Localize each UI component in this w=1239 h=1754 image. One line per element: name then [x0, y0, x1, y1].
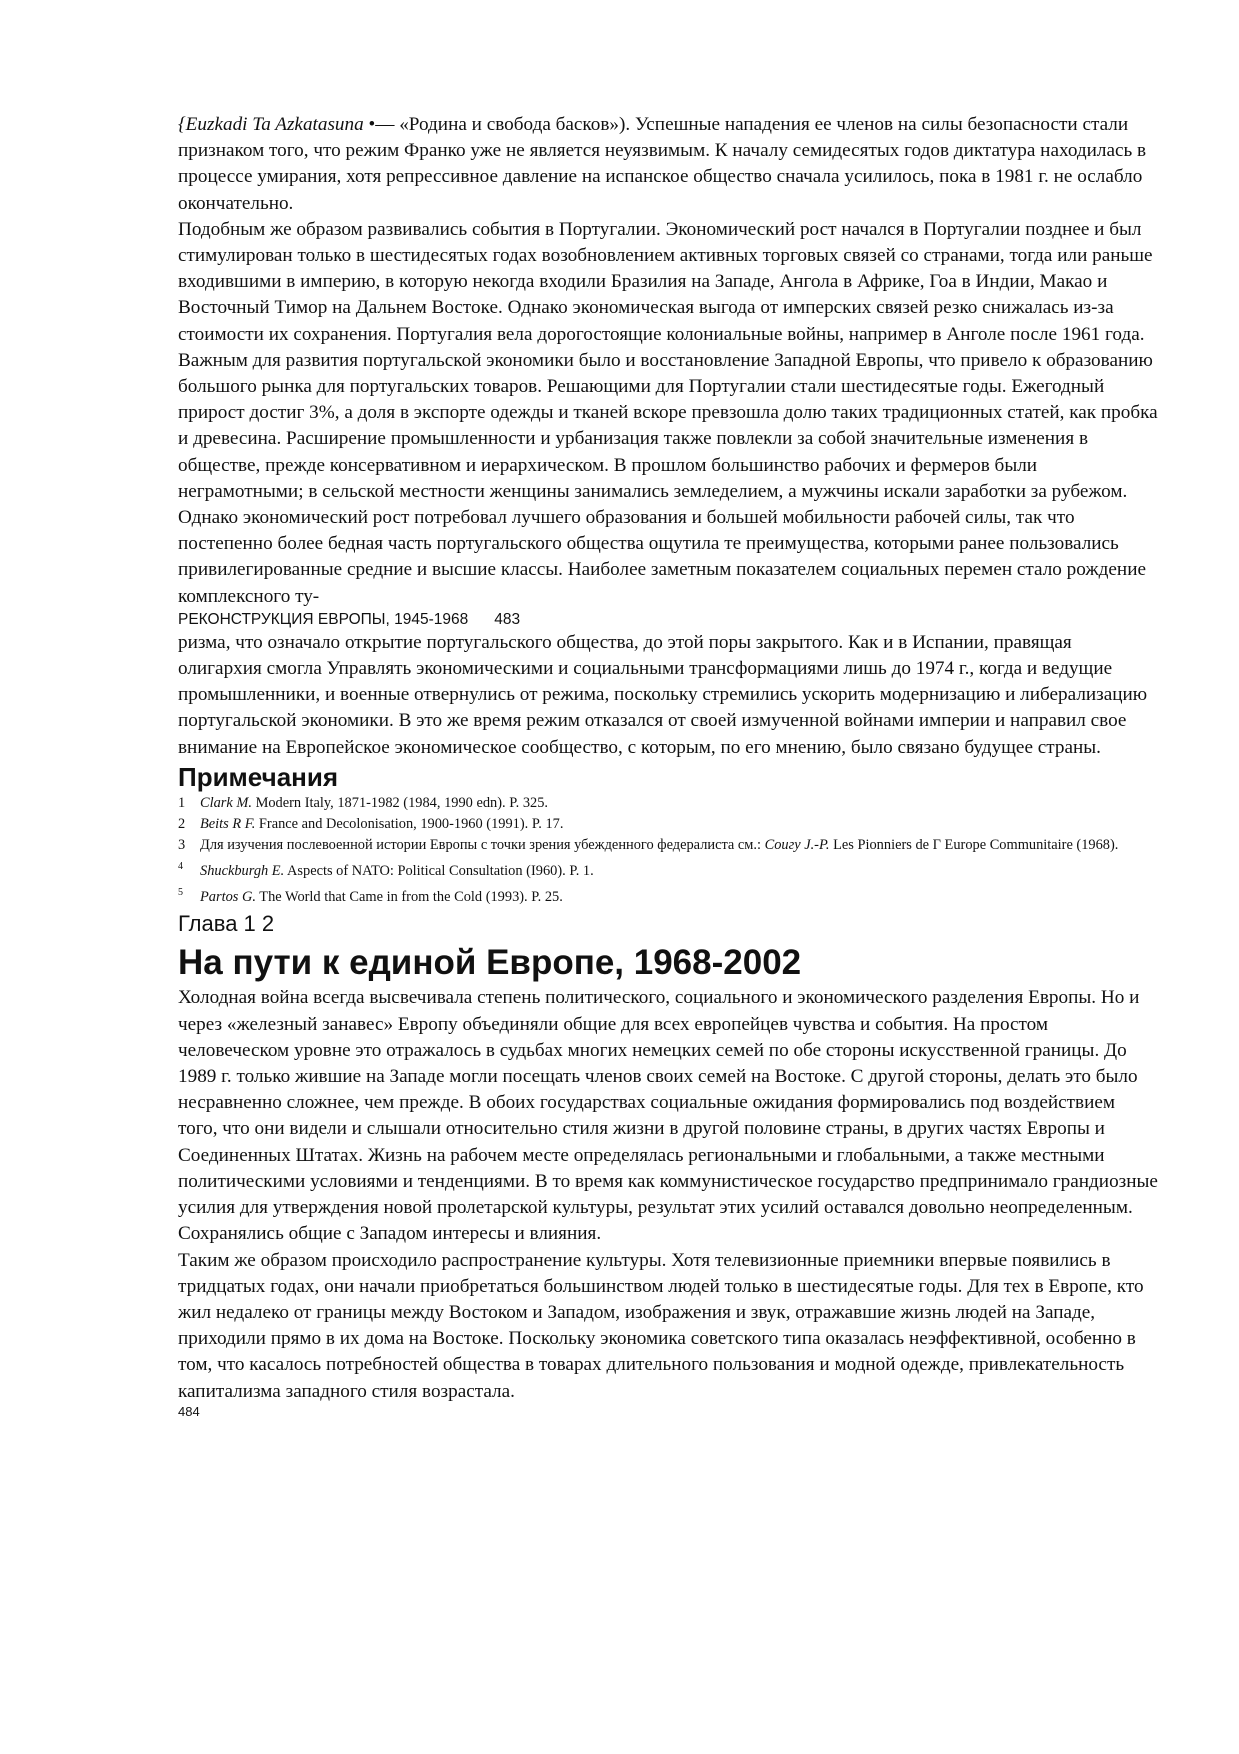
note-text: The World that Came in from the Cold (1993). P. 25. [255, 888, 563, 905]
running-header [178, 610, 1158, 630]
paragraph-culture: Таким же образом происходило распространение культуры. Хотя телевизионные приемники впервые появились в тридцатых годах, они начали приобретаться большинством людей только в шестидесятые годы. Для тех в Европе, кто жил недалеко от границы между Востоком и Западом, изображения и звук, отражавшие жизнь людей на Западе, приходили прямо в их дома на Востоке. Поскольку экономика советского типа оказалась неэффективной, особенно в том, что касалось потребностей общества в товарах длительного пользования и модной одежде, привлекательность капитализма западного стиля возрастала. [178, 1249, 1144, 1402]
chapter-title: На пути к единой Европе, 1968-2002 [178, 943, 802, 983]
document-page [178, 112, 1158, 1419]
note-number: 4 [178, 860, 183, 872]
note-number: 3 [178, 836, 186, 853]
paragraph-eta [178, 112, 1158, 217]
chapter-label: Глава 1 2 [178, 911, 275, 937]
note-author: Shuckburgh E. [200, 862, 285, 879]
note-text: Modern Italy, 1871-1982 (1984, 1990 edn). P. 325. [251, 794, 549, 811]
page-number: 484 [178, 1403, 200, 1419]
note-number: 2 [178, 815, 186, 832]
note-author: Clark M. [200, 794, 252, 811]
notes-heading: Примечания [178, 761, 339, 792]
note-item [178, 882, 1158, 908]
paragraph-cold-war: Холодная война всегда высвечивала степень политического, социального и экономического разделения Европы. Но и через «железный занавес» Европу объединяли общие для всех европейцев чувства и события. На простом человеческом уровне это отражалось в судьбах многих немецких семей по обе стороны искусственной границы. До 1989 г. только жившие на Западе могли посещать членов своих семей на Востоке. С другой стороны, делать это было несравненно сложнее, чем прежде. В обоих государствах социальные ожидания формировались под воздействием того, что они видели и слышали относительно стиля жизни в другой половине страны, в других частях Европы и Соединенных Штатах. Жизнь на рабочем месте определялась региональными и глобальными, а также местными политическими условиями и тенденциями. В то время как коммунистическое государство предпринимало грандиозные усилия для утверждения новой пролетарской культуры, результат этих усилий оставался довольно неопределенным. Сохранялись общие с Западом интересы и влияния. [178, 987, 1158, 1245]
note-text: Aspects of NATO: Political Consultation (I960). P. 1. [284, 862, 594, 879]
note-item [178, 814, 1158, 835]
running-header-page: 483 [494, 610, 521, 628]
note-text: France and Decolonisation, 1900-1960 (1991). P. 17. [255, 815, 564, 832]
note-author: Partos G. [200, 888, 256, 905]
note-item [178, 856, 1158, 882]
note-item [178, 793, 1158, 814]
paragraph-portugal: Подобным же образом развивались события в Португалии. Экономический рост начался в Португалии позднее и был стимулирован только в шестидесятых годах возобновлением активных торговых связей со странами, тогда или раньше входившими в империю, в которую некогда входили Бразилия на Западе, Ангола в Африке, Гоа в Индии, Макао и Восточный Тимор на Дальнем Востоке. Однако экономическая выгода от имперских связей резко снижалась из-за стоимости их сохранения. Португалия вела дорогостоящие колониальные войны, например в Анголе после 1961 года. Важным для развития португальской экономики было и восстановление Западной Европы, что привело к образованию большого рынка для португальских товаров. Решающими для Португалии стали шестидесятые годы. Ежегодный прирост достиг 3%, а доля в экспорте одежды и тканей вскоре превзошла долю таких традиционных статей, как пробка и древесина. Расширение промышленности и урбанизация также повлекли за собой значительные изменения в обществе, прежде консервативном и иерархическом. В прошлом большинство рабочих и фермеров были неграмотными; в сельской местности женщины занимались земледелием, а мужчины искали заработки за рубежом. Однако экономический рост потребовал лучшего образования и большей мобильности рабочей силы, так что постепенно более бедная часть португальского общества ощутила те преимущества, которыми ранее пользовались привилегированные средние и высшие классы. Наиболее заметным показателем социальных перемен стало рождение комплексного ту- [178, 218, 1158, 607]
note-number: 1 [178, 794, 186, 811]
note-author: Couгу J.-P. [764, 836, 830, 853]
running-header-title: РЕКОНСТРУКЦИЯ ЕВРОПЫ, 1945-1968 [178, 610, 469, 628]
paragraph-eta-text: •— «Родина и свобода басков»). Успешные нападения ее членов на силы безопасности стали признаком того, что режим Франко уже не является неуязвимым. К началу семидесятых годов диктатура находилась в процессе умирания, хотя репрессивное давление на испанское общество сначала усилилось, пока в 1981 г. не ослабло окончательно. [178, 114, 1147, 214]
notes-list [178, 793, 1158, 908]
note-item [178, 835, 1158, 856]
paragraph-continuation: ризма, что означало открытие португальского общества, до этой поры закрытого. Как и в Испании, правящая олигархия смогла Управлять экономическими и социальными трансформациями лишь до 1974 г., когда и ведущие промышленники, и военные отвернулись от режима, поскольку стремились ускорить модернизацию и либерализацию португальской экономики. В это же время режим отказался от своей измученной войнами империи и направил свое внимание на Европейское экономическое сообщество, с которым, по его мнению, было связано будущее страны. [178, 631, 1148, 758]
note-text: Les Pionniers de Г Europe Communitaire (1968). [829, 836, 1119, 853]
note-number: 5 [178, 886, 183, 898]
note-prefix: Для изучения послевоенной истории Европы с точки зрения убежденного федералиста см.: [200, 836, 765, 853]
paragraph-eta-italic-lead: {Euzkadi Ta Azkatasuna [178, 114, 364, 135]
note-author: Beits R F. [200, 815, 256, 832]
